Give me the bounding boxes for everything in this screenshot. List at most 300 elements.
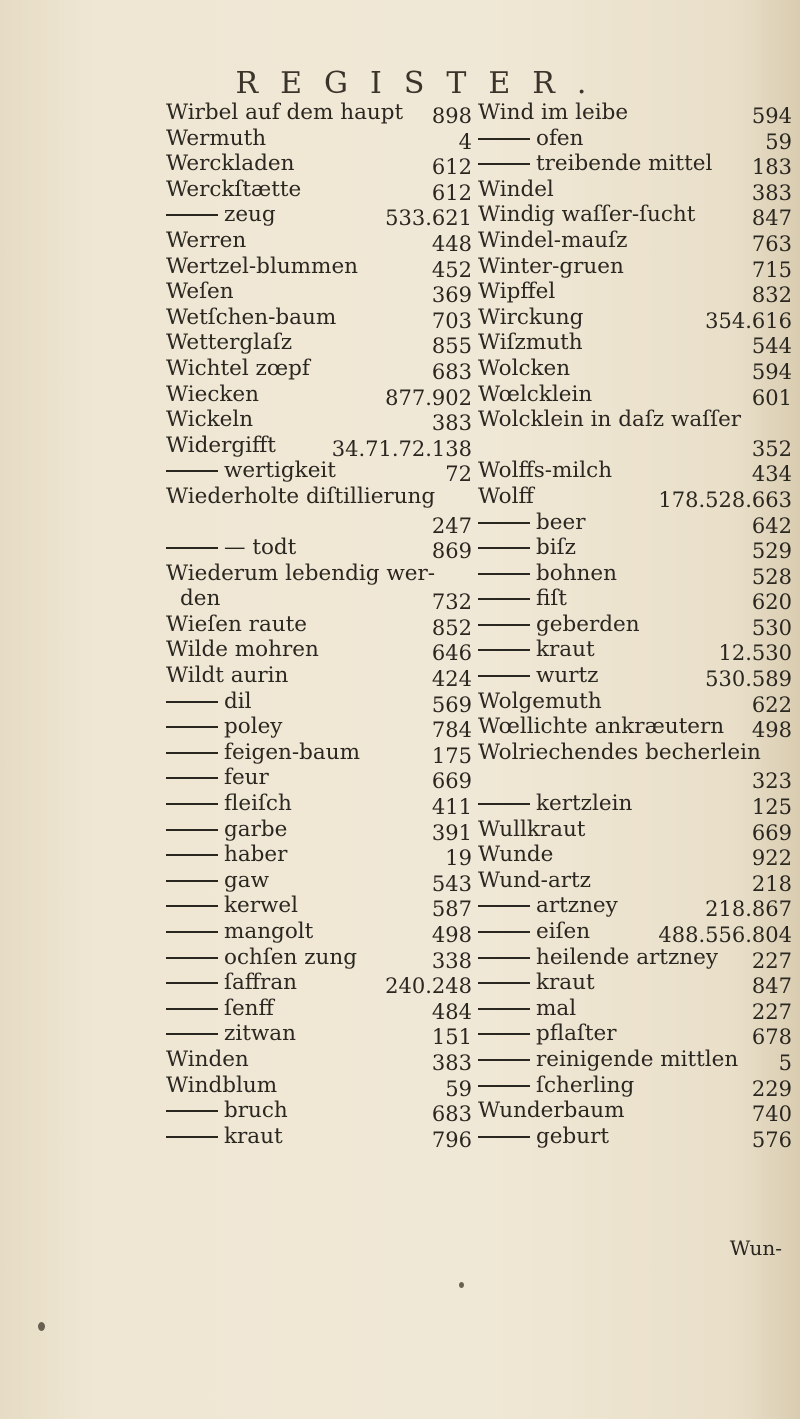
ditto-dash	[166, 931, 218, 933]
entry-term-text: heilende artzney	[536, 944, 718, 970]
entry-term-text: ofen	[536, 125, 584, 151]
entry-page-numbers: 229	[751, 1076, 792, 1101]
entry-page-numbers: 178.528.663	[658, 487, 792, 512]
index-entry	[166, 305, 472, 331]
index-entry	[478, 510, 792, 536]
index-entry	[478, 1073, 792, 1099]
ditto-dash	[478, 624, 530, 626]
entry-page-numbers: 715	[751, 257, 792, 282]
entry-term-text: Wipffel	[478, 279, 556, 305]
entry-term	[166, 177, 301, 203]
index-entry	[478, 484, 792, 510]
entry-term-text: Wiederholte diſtillierung	[166, 483, 436, 509]
entry-term-text: Wiederum lebendig wer-	[166, 560, 435, 586]
entry-term-text: Windblum	[166, 1072, 278, 1098]
index-entry	[166, 510, 472, 536]
entry-page-numbers: 533.621	[385, 206, 472, 231]
entry-term	[478, 330, 583, 356]
ditto-dash	[478, 598, 530, 600]
entry-term	[166, 458, 336, 484]
index-entry	[478, 663, 792, 692]
entry-term	[166, 919, 313, 945]
entry-term	[478, 586, 567, 612]
entry-term-text: bohnen	[536, 560, 617, 586]
index-entry	[166, 254, 472, 280]
index-entry	[478, 689, 792, 715]
index-entry	[166, 330, 472, 359]
index-entry	[166, 919, 472, 945]
ditto-dash	[166, 752, 218, 754]
entry-term-text: Wilde mohren	[166, 637, 319, 663]
index-entry	[166, 842, 472, 871]
entry-term	[478, 484, 534, 510]
index-entry	[478, 612, 792, 638]
entry-page-numbers: 847	[751, 206, 792, 231]
index-entry	[166, 765, 472, 794]
index-entry	[478, 254, 792, 280]
entry-page-numbers: 847	[751, 974, 792, 999]
entry-page-numbers: 796	[431, 1127, 472, 1152]
entry-page-numbers: 763	[751, 231, 792, 256]
entry-page-numbers: 391	[431, 820, 472, 845]
index-entry	[478, 893, 792, 922]
index-entry	[166, 484, 472, 510]
index-entry	[166, 1124, 472, 1150]
entry-term	[166, 765, 269, 791]
entry-term-text: Werckladen	[166, 151, 295, 177]
entry-term-text: Windel-mauſz	[478, 227, 628, 253]
entry-term-text: kraut	[536, 637, 595, 663]
entry-term	[478, 740, 761, 766]
entry-term-text: Wiecken	[166, 381, 259, 407]
entry-page-numbers: 732	[431, 590, 472, 615]
entry-term-text: Wunde	[478, 842, 554, 868]
index-entry	[166, 382, 472, 408]
entry-term	[478, 945, 718, 971]
entry-term	[166, 612, 307, 638]
entry-term	[478, 305, 583, 331]
entry-term-text: Wieſen raute	[166, 611, 307, 637]
index-entry	[478, 356, 792, 382]
entry-term-text: — todt	[224, 535, 297, 561]
ditto-dash	[478, 675, 530, 677]
index-entry	[166, 791, 472, 820]
entry-term-text: artzney	[536, 893, 618, 919]
entry-page-numbers: 4	[458, 129, 472, 154]
entry-term	[166, 868, 269, 894]
index-entry	[166, 535, 472, 564]
entry-page-numbers: 175	[431, 743, 472, 768]
entry-term	[166, 970, 297, 996]
entry-page-numbers: 227	[751, 999, 792, 1024]
entry-term-text: Weſen	[166, 279, 234, 305]
index-entry	[166, 561, 472, 587]
index-entry	[166, 151, 472, 180]
entry-term	[478, 100, 628, 126]
entry-term	[478, 177, 554, 203]
ditto-dash	[166, 982, 218, 984]
ditto-dash	[478, 649, 530, 651]
index-entry	[166, 893, 472, 922]
catchword: Wun-	[729, 1236, 782, 1260]
entry-page-numbers: 530	[751, 615, 792, 640]
index-entry	[478, 945, 792, 971]
ditto-dash	[166, 701, 218, 703]
entry-term-text: Wirckung	[478, 304, 584, 330]
index-entry	[166, 202, 472, 231]
index-entry	[166, 433, 472, 459]
entry-page-numbers: 569	[431, 692, 472, 717]
index-entry	[478, 228, 792, 254]
entry-term-text: beer	[536, 509, 586, 535]
entry-term-text: ochſen zung	[224, 944, 357, 970]
entry-page-numbers: 218	[751, 871, 792, 896]
entry-term	[478, 919, 590, 945]
entry-page-numbers: 530.589	[705, 667, 792, 692]
entry-term-text: kraut	[224, 1123, 283, 1149]
entry-term	[478, 612, 640, 638]
index-entry	[478, 1047, 792, 1073]
entry-term	[478, 228, 627, 254]
entry-term-text: Wermuth	[166, 125, 267, 151]
entry-term	[478, 151, 712, 177]
entry-term	[478, 407, 741, 433]
entry-term-text: Wichtel zœpf	[166, 355, 310, 381]
index-entry	[166, 279, 472, 308]
entry-term-text: kraut	[536, 970, 595, 996]
entry-term-text: Wetſchen-baum	[166, 304, 337, 330]
index-entry	[166, 817, 472, 843]
entry-term	[166, 817, 287, 843]
entry-page-numbers: 784	[431, 718, 472, 743]
index-entry	[478, 1124, 792, 1150]
index-entry	[478, 151, 792, 180]
entry-term	[478, 663, 599, 689]
ditto-dash	[166, 470, 218, 472]
entry-term	[166, 1073, 277, 1099]
ditto-dash	[478, 931, 530, 933]
index-entry	[166, 126, 472, 152]
index-entry	[478, 279, 792, 308]
entry-page-numbers: 125	[751, 795, 792, 820]
index-entry	[166, 228, 472, 254]
entry-page-numbers: 612	[431, 180, 472, 205]
entry-term-text: dil	[224, 688, 252, 714]
entry-page-numbers: 12.530	[718, 641, 792, 666]
page-header: REGISTER.	[235, 66, 609, 101]
entry-term-text: geburt	[536, 1123, 610, 1149]
entry-term-text: Wolff	[478, 483, 534, 509]
entry-page-numbers: 484	[431, 999, 472, 1024]
index-entry	[166, 945, 472, 971]
entry-term	[478, 561, 617, 587]
index-entry	[166, 407, 472, 436]
entry-page-numbers: 669	[431, 769, 472, 794]
index-entry	[166, 100, 472, 126]
index-entry	[478, 714, 792, 743]
entry-page-numbers: 544	[751, 334, 792, 359]
ditto-dash	[166, 777, 218, 779]
entry-term-text: biſz	[536, 535, 576, 561]
entry-page-numbers: 683	[431, 1102, 472, 1127]
ditto-dash	[166, 726, 218, 728]
ditto-dash	[166, 854, 218, 856]
entry-page-numbers: 528	[751, 564, 792, 589]
entry-term	[166, 945, 357, 971]
ditto-dash	[166, 905, 218, 907]
entry-term-text: Wullkraut	[478, 816, 586, 842]
entry-page-numbers: 678	[751, 1025, 792, 1050]
entry-term	[478, 842, 553, 868]
entry-page-numbers: 594	[751, 359, 792, 384]
ditto-dash	[478, 803, 530, 805]
entry-term	[478, 868, 591, 894]
entry-page-numbers: 622	[751, 692, 792, 717]
entry-term	[166, 561, 435, 587]
entry-term-text: geberden	[536, 611, 640, 637]
entry-term	[478, 1124, 609, 1150]
entry-page-numbers: 669	[751, 820, 792, 845]
index-entry	[166, 356, 472, 382]
index-entry	[478, 433, 792, 459]
index-entry	[478, 919, 792, 945]
entry-term-text: wertigkeit	[224, 458, 336, 484]
entry-term-text: ſcherling	[536, 1072, 635, 1098]
index-entry	[166, 663, 472, 692]
index-entry	[478, 1021, 792, 1050]
ditto-dash	[478, 982, 530, 984]
entry-term-text: Wetterglaſz	[166, 330, 293, 356]
index-entry	[478, 202, 792, 231]
ditto-dash	[478, 1136, 530, 1138]
ditto-dash	[166, 880, 218, 882]
index-entry	[478, 842, 792, 871]
entry-term	[478, 254, 624, 280]
ditto-dash	[478, 138, 530, 140]
entry-term-text: mal	[536, 995, 577, 1021]
index-entry	[478, 100, 792, 126]
entry-term	[166, 714, 282, 740]
ditto-dash	[166, 829, 218, 831]
entry-term	[478, 1047, 738, 1073]
entry-term-text: Windig waſſer-ſucht	[478, 202, 696, 228]
entry-page-numbers: 498	[431, 923, 472, 947]
entry-page-numbers: 642	[751, 513, 792, 538]
index-entry	[166, 996, 472, 1022]
entry-page-numbers: 576	[751, 1127, 792, 1152]
entry-term	[166, 100, 403, 126]
ditto-dash	[478, 1033, 530, 1035]
ditto-dash	[478, 1085, 530, 1087]
entry-page-numbers: 227	[751, 948, 792, 973]
entry-page-numbers: 898	[431, 104, 472, 128]
entry-term	[478, 1098, 625, 1124]
index-entry	[166, 970, 472, 999]
entry-term-text: eiſen	[536, 919, 591, 944]
ditto-dash	[478, 547, 530, 549]
ditto-dash	[166, 1136, 218, 1138]
entry-term	[166, 484, 435, 510]
ink-spot	[38, 1322, 45, 1331]
entry-term	[478, 791, 632, 817]
entry-term-text: Wiſzmuth	[478, 330, 583, 356]
entry-page-numbers: 247	[431, 513, 472, 538]
entry-page-numbers: 59	[445, 1076, 472, 1101]
entry-term	[166, 1021, 296, 1047]
entry-page-numbers: 338	[431, 948, 472, 973]
index-entry	[478, 561, 792, 587]
entry-page-numbers: 740	[751, 1102, 792, 1127]
entry-term-text: Wind im leibe	[478, 100, 629, 125]
entry-term-text: garbe	[224, 816, 288, 842]
entry-term	[478, 996, 576, 1022]
index-entry	[478, 817, 792, 843]
entry-term	[478, 1073, 634, 1099]
entry-term	[478, 510, 586, 536]
entry-term-text: Windel	[478, 176, 554, 202]
ditto-dash	[166, 547, 218, 549]
entry-page-numbers: 59	[765, 129, 792, 154]
index-entry	[166, 868, 472, 894]
ditto-dash	[166, 214, 218, 216]
entry-page-numbers: 601	[751, 385, 792, 410]
entry-term	[166, 689, 252, 715]
entry-page-numbers: 5	[778, 1050, 792, 1075]
index-entry	[478, 740, 792, 766]
entry-page-numbers: 703	[431, 308, 472, 333]
entry-term	[166, 893, 298, 919]
entry-page-numbers: 434	[751, 462, 792, 487]
ditto-dash	[166, 957, 218, 959]
ditto-dash	[478, 957, 530, 959]
left-index-column	[166, 100, 472, 1152]
entry-term-text: Werren	[166, 227, 247, 253]
entry-term	[166, 254, 358, 280]
index-entry	[478, 996, 792, 1022]
entry-term-text: Wolcklein in daſz waſſer	[478, 407, 742, 433]
index-entry	[478, 177, 792, 203]
entry-page-numbers: 543	[431, 871, 472, 896]
index-entry	[166, 1047, 472, 1073]
entry-term	[166, 356, 310, 382]
entry-page-numbers: 852	[431, 615, 472, 640]
entry-page-numbers: 240.248	[385, 974, 472, 999]
entry-page-numbers: 877.902	[385, 385, 472, 410]
entry-term	[478, 817, 585, 843]
ditto-dash	[166, 803, 218, 805]
entry-term-text: Wildt aurin	[166, 663, 289, 689]
entry-term-text: haber	[224, 842, 288, 868]
ditto-dash	[478, 522, 530, 524]
entry-term	[166, 151, 294, 177]
entry-term	[478, 689, 602, 715]
index-entry	[166, 637, 472, 666]
entry-term-text: Wunderbaum	[478, 1098, 625, 1124]
index-entry	[166, 740, 472, 766]
entry-term-text: ſenff	[224, 995, 274, 1021]
entry-page-numbers: 612	[431, 155, 472, 180]
index-entry	[166, 612, 472, 638]
entry-term-text: treibende mittel	[536, 151, 713, 177]
entry-term-text: ſaffran	[224, 970, 297, 996]
entry-term-text: mangolt	[224, 919, 314, 944]
entry-term-text: feur	[224, 765, 269, 791]
ditto-dash	[478, 1059, 530, 1061]
index-entry	[166, 1098, 472, 1127]
entry-term-text: Wertzel-blummen	[166, 253, 359, 279]
entry-page-numbers: 855	[431, 334, 472, 359]
entry-term-text: Wolgemuth	[478, 688, 602, 714]
index-entry	[166, 1073, 472, 1099]
entry-page-numbers: 352	[751, 436, 792, 461]
entry-page-numbers: 448	[431, 231, 472, 256]
index-entry	[478, 765, 792, 794]
entry-term	[166, 126, 266, 152]
entry-term-text: fleiſch	[224, 791, 292, 817]
entry-page-numbers: 411	[431, 795, 472, 820]
index-entry	[478, 126, 792, 152]
entry-term-text: reinigende mittlen	[536, 1046, 739, 1072]
entry-term-text: Werckſtætte	[166, 176, 302, 202]
entry-term	[478, 535, 576, 561]
entry-page-numbers: 183	[751, 155, 792, 180]
entry-term-text: Widergifft	[166, 432, 276, 458]
entry-term	[166, 791, 292, 817]
entry-term-text: Wolcken	[478, 355, 571, 381]
entry-term	[166, 433, 276, 459]
entry-page-numbers: 354.616	[705, 308, 792, 333]
index-entry	[478, 382, 792, 408]
entry-page-numbers: 323	[751, 769, 792, 794]
index-entry	[166, 177, 472, 203]
entry-term-text: Wund-artz	[478, 867, 592, 893]
entry-page-numbers: 151	[431, 1025, 472, 1050]
entry-term-text: zitwan	[224, 1021, 296, 1047]
index-entry	[166, 714, 472, 743]
entry-term-text: kerwel	[224, 893, 299, 919]
entry-page-numbers: 19	[445, 846, 472, 871]
entry-term	[166, 382, 259, 408]
entry-term-text: Winter-gruen	[478, 253, 624, 279]
index-entry	[478, 868, 792, 894]
index-entry	[478, 407, 792, 433]
entry-page-numbers: 218.867	[705, 897, 792, 922]
entry-term-text: kertzlein	[536, 791, 633, 817]
entry-page-numbers: 383	[431, 1050, 472, 1075]
index-entry	[166, 458, 472, 487]
index-entry	[478, 1098, 792, 1127]
entry-page-numbers: 34.71.72.138	[331, 436, 472, 461]
index-entry	[478, 458, 792, 487]
index-entry	[478, 330, 792, 359]
entry-page-numbers: 452	[431, 257, 472, 282]
entry-term	[166, 305, 336, 331]
entry-term	[166, 535, 296, 561]
index-entry	[166, 1021, 472, 1050]
entry-term	[478, 637, 595, 663]
entry-page-numbers: 922	[751, 846, 792, 871]
entry-page-numbers: 72	[445, 462, 472, 487]
entry-term-text: Wœlcklein	[478, 381, 593, 407]
ditto-dash	[166, 1033, 218, 1035]
entry-term-text: feigen-baum	[224, 739, 360, 765]
entry-term-text: wurtz	[536, 663, 599, 689]
entry-term	[166, 279, 234, 305]
entry-page-numbers: 832	[751, 283, 792, 308]
entry-term-text: zeug	[224, 202, 276, 228]
entry-term	[166, 330, 292, 356]
index-entry	[478, 305, 792, 331]
